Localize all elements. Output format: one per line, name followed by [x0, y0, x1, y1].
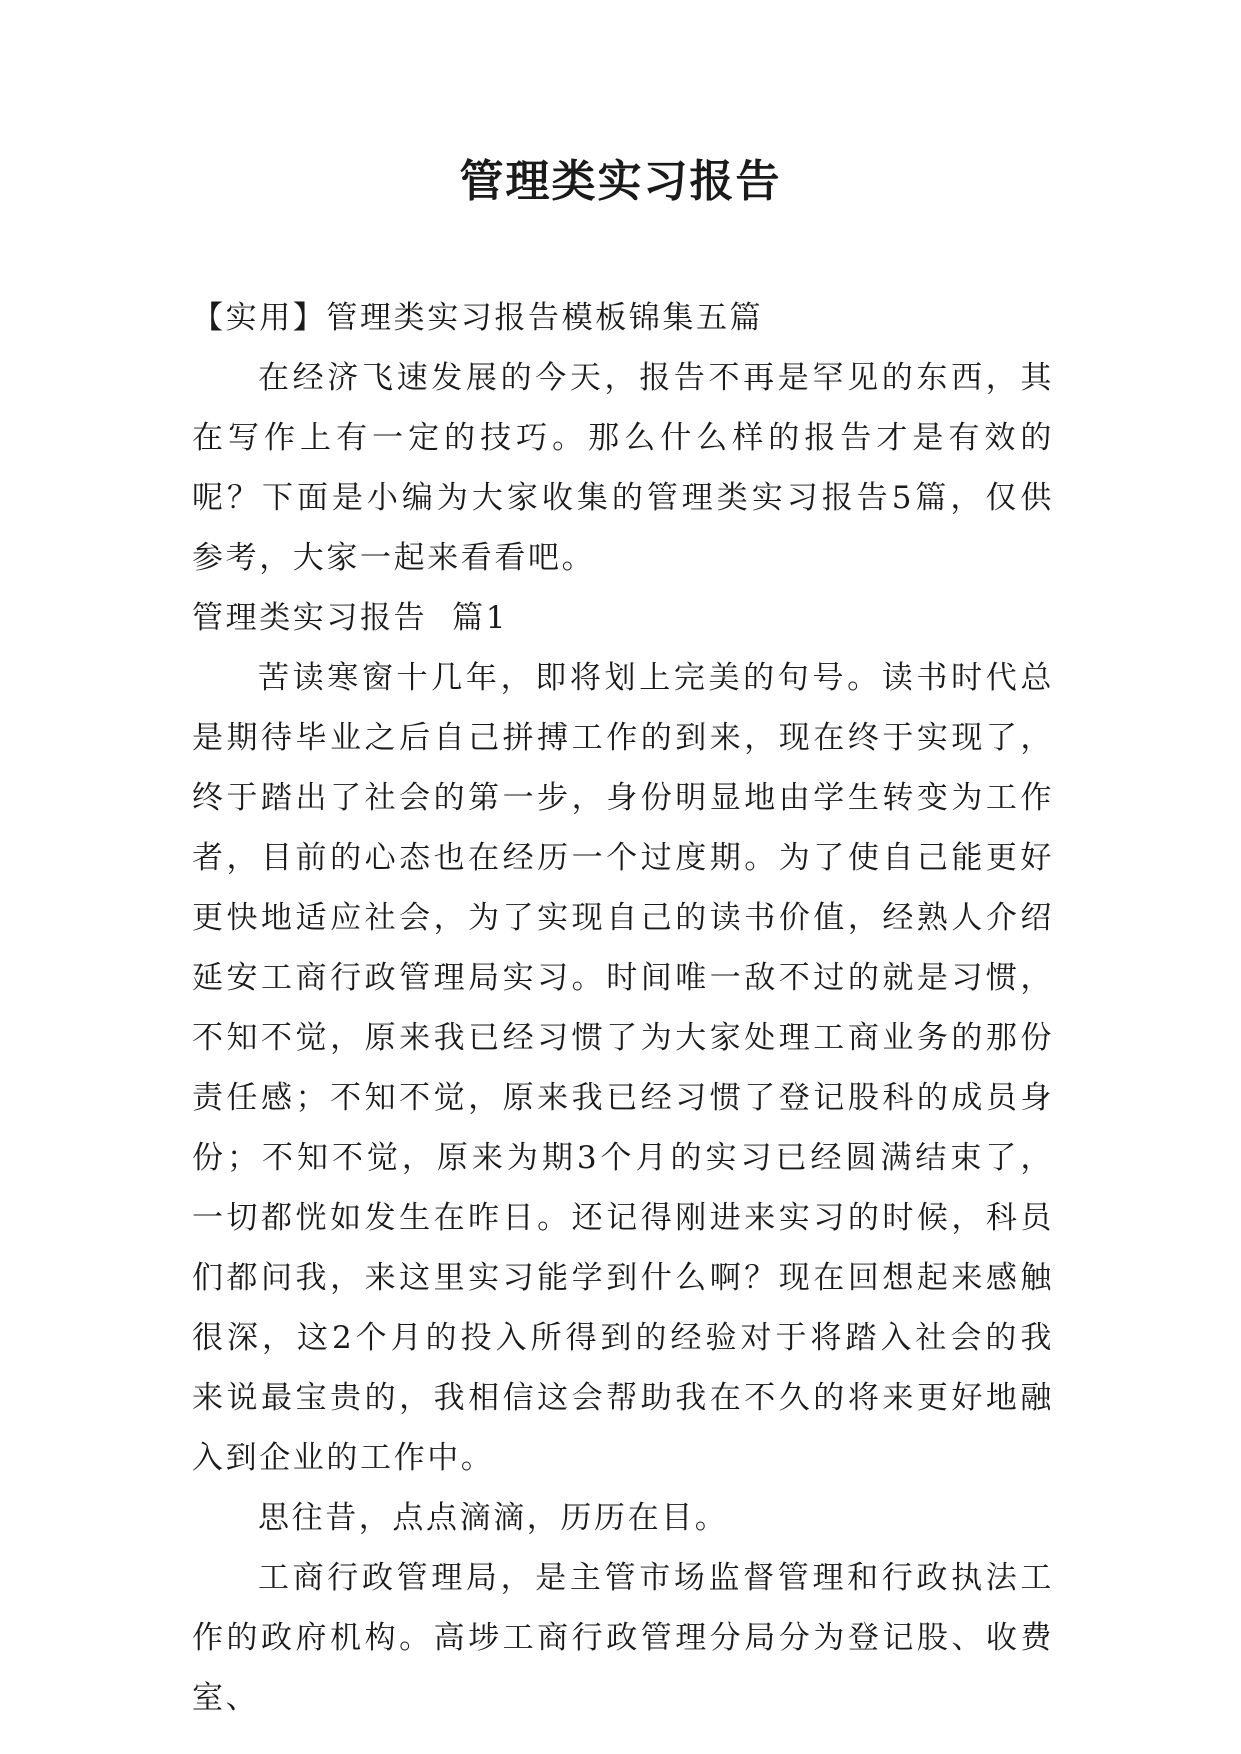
document-body: [192, 288, 1054, 1728]
document-subtitle: 【实用】管理类实习报告模板锦集五篇: [192, 300, 764, 336]
body-paragraph: 苦读寒窗十几年，即将划上完美的句号。读书时代总是期待毕业之后自己拼搏工作的到来，现在终于实现了，终于踏出了社会的第一步，身份明显地由学生转变为工作者，目前的心态也在经历一个过度期。为了使自己能更好更快地适应社会，为了实现自己的读书价值，经熟人介绍延安工商行政管理局实习。时间唯一敌不过的就是习惯，不知不觉，原来我已经习惯了为大家处理工商业务的那份责任感；不知不觉，原来我已经习惯了登记股科的成员身份；不知不觉，原来为期3个月的实习已经圆满结束了，一切都恍如发生在昨日。还记得刚进来实习的时候，科员们都问我，来这里实习能学到什么啊？现在回想起来感触很深，这2个月的投入所得到的经验对于将踏入社会的我来说最宝贵的，我相信这会帮助我在不久的将来更好地融入到企业的工作中。: [192, 660, 1054, 1476]
section-heading: 管理类实习报告 篇1: [192, 600, 509, 636]
document-title: 管理类实习报告: [459, 156, 782, 207]
body-paragraph: 思往昔，点点滴滴，历历在目。: [258, 1500, 729, 1536]
intro-paragraph: 在经济飞速发展的今天，报告不再是罕见的东西，其在写作上有一定的技巧。那么什么样的报告才是有效的呢？下面是小编为大家收集的管理类实习报告5篇，仅供参考，大家一起来看看吧。: [192, 360, 1054, 576]
body-paragraph: 工商行政管理局，是主管市场监督管理和行政执法工作的政府机构。高埗工商行政管理分局分为登记股、收费室、: [192, 1560, 1054, 1716]
